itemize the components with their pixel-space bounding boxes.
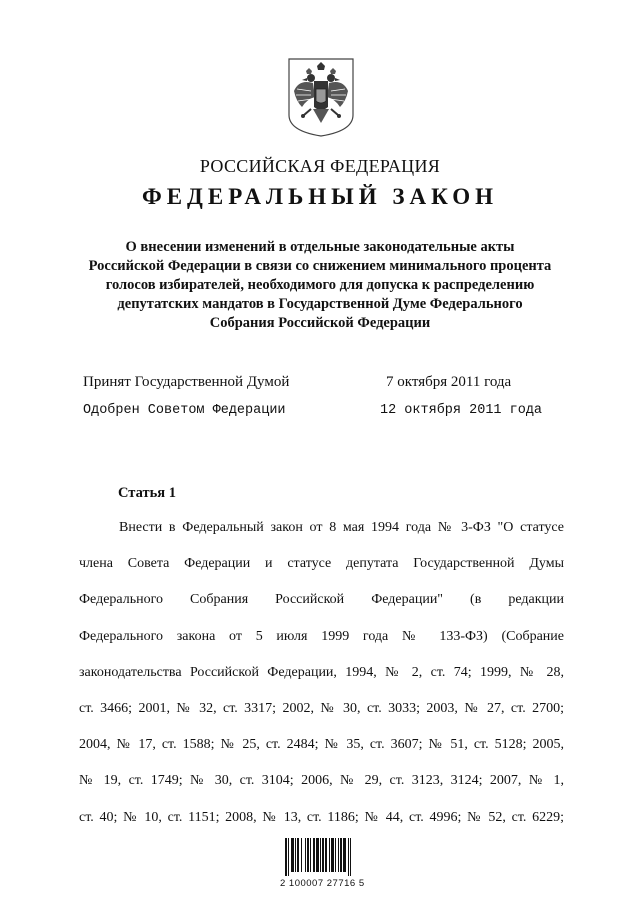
coat-of-arms-emblem	[287, 57, 355, 137]
article-line: законодательства Российской Федерации, 1994, № 2, ст. 74; 1999, № 28,	[79, 664, 564, 680]
duma-adoption-label: Принят Государственной Думой	[83, 374, 290, 390]
barcode-bar	[343, 838, 346, 872]
barcode-bar	[329, 838, 330, 872]
barcode-bar	[335, 838, 336, 872]
barcode-bar	[295, 838, 296, 872]
article-line: Федерального закона от 5 июля 1999 года № 133-ФЗ) (Собрание	[79, 628, 564, 644]
article-line: Внести в Федеральный закон от 8 мая 1994 года № 3-ФЗ "О статусе	[119, 520, 564, 535]
barcode-bar	[301, 838, 302, 872]
barcode-bar	[325, 838, 327, 872]
duma-adoption-row	[83, 374, 580, 394]
law-title-line: депутатских мандатов в Государственной Думе Федерального	[117, 296, 523, 312]
law-title-line: Собрания Российской Федерации	[209, 315, 431, 331]
barcode-bar	[350, 838, 351, 876]
duma-adoption-date: 7 октября 2011 года	[386, 374, 512, 390]
article-body	[79, 518, 564, 844]
law-title-line: голосов избирателей, необходимого для допуска к распределению	[105, 277, 535, 293]
double-headed-eagle-icon	[287, 57, 355, 137]
barcode-bar	[348, 838, 349, 876]
article-line: 2004, № 17, ст. 1588; № 25, ст. 2484; № 35, ст. 3607; № 51, ст. 5128; 2005,	[79, 737, 564, 753]
article-line: № 19, ст. 1749; № 30, ст. 3104; 2006, № 29, ст. 3123, 3124; 2007, № 1,	[79, 773, 564, 789]
barcode-bar	[316, 838, 319, 872]
article-line: Федерального Собрания Российской Федерации" (в редакции	[79, 592, 564, 608]
barcode-bar	[291, 838, 294, 872]
document-type: ФЕДЕРАЛЬНЫЙ ЗАКОН	[141, 184, 499, 209]
council-approval-date: 12 октября 2011 года	[380, 403, 543, 418]
barcode-bar	[288, 838, 289, 876]
council-approval-row	[83, 403, 580, 423]
law-title-line: Российской Федерации в связи со снижением минимального процента	[88, 258, 552, 274]
barcode-bar	[322, 838, 324, 872]
barcode-graphic	[283, 838, 375, 876]
barcode-bar	[297, 838, 299, 872]
barcode-bar	[338, 838, 339, 872]
barcode-bar	[307, 838, 309, 872]
article-heading: Статья 1	[118, 485, 176, 501]
law-title	[70, 238, 570, 333]
law-title-line: О внесении изменений в отдельные законодательные акты	[125, 239, 515, 255]
barcode-bar	[313, 838, 315, 872]
barcode-digits: 2 100007 27716 5	[280, 878, 365, 889]
barcode-bar	[310, 838, 311, 872]
country-name: РОССИЙСКАЯ ФЕДЕРАЦИЯ	[199, 156, 441, 176]
barcode-bar	[340, 838, 342, 872]
barcode-bar	[305, 838, 306, 872]
barcode-bar	[320, 838, 321, 872]
article-line: ст. 40; № 10, ст. 1151; 2008, № 13, ст. 1186; № 44, ст. 4996; № 52, ст. 6229;	[79, 809, 564, 825]
article-line: члена Совета Федерации и статусе депутата Государственной Думы	[79, 556, 564, 572]
council-approval-label: Одобрен Советом Федерации	[83, 403, 286, 418]
barcode-bar	[285, 838, 287, 876]
barcode-bar	[331, 838, 334, 872]
article-line: ст. 3466; 2001, № 32, ст. 3317; 2002, № 30, ст. 3033; 2003, № 27, ст. 2700;	[79, 700, 564, 716]
barcode	[283, 838, 375, 881]
